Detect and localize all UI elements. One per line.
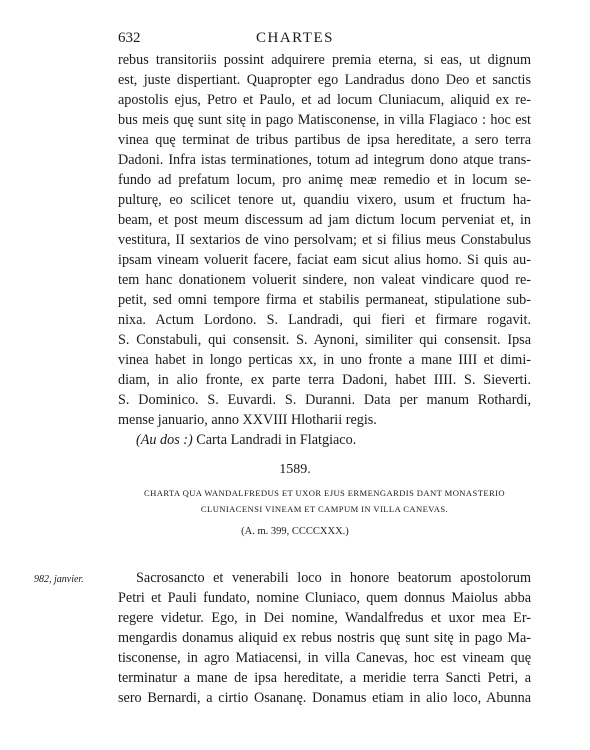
text-line: S. Constabuli, qui consensit. S. Aynoni, similiter qui consensit. Ipsa bbox=[118, 332, 531, 348]
text-line: ipsam vineam voluerit facere, faciat eam sicut alius homo. Si quis au- bbox=[118, 252, 531, 268]
text-line: apostolis ejus, Petro et Paulo, et ad locum Cluniacum, aliquid ex re- bbox=[118, 92, 531, 108]
margin-date-note: 982, janvier. bbox=[34, 574, 84, 585]
charter-title-line: CHARTA QUA WANDALFREDUS ET UXOR EJUS ERMENGARDIS DANT MONASTERIO bbox=[143, 488, 505, 498]
endorsement-text: Carta Landradi in Flatgiaco. bbox=[196, 432, 357, 448]
text-line: S. Dominico. S. Euvardi. S. Duranni. Data per manum Rothardi, bbox=[118, 392, 531, 408]
running-title: CHARTES bbox=[256, 30, 334, 46]
text-line: rebus transitoriis possint adquirere premia eterna, si eas, ut dignum bbox=[118, 52, 531, 68]
text-line: sero Bernardi, a cirtio Osananę. Donamus etiam in alio loco, Abunna bbox=[118, 690, 531, 706]
text-line: fundo ad prefatum locum, pro animę meæ remedio et in locum se- bbox=[118, 172, 531, 188]
endorsement-label: (Au dos :) bbox=[136, 432, 193, 448]
text-line: Sacrosancto et venerabili loco in honore beatorum apostolorum bbox=[136, 570, 531, 586]
charter-number: 1589. bbox=[279, 462, 311, 477]
text-line: nixa. Actum Lordono. S. Landradi, qui fieri et firmare rogavit. bbox=[118, 312, 531, 328]
page-number: 632 bbox=[118, 30, 141, 46]
text-line: Dadoni. Infra istas terminationes, totum ad integrum dono atque trans- bbox=[118, 152, 531, 168]
endorsement bbox=[136, 432, 531, 449]
text-line: terminatur a mane de ipsa hereditate, a meridie terra Sancti Petri, a bbox=[118, 670, 531, 686]
text-line: mengardis donamus aliquid ex rebus nostris quę sunt sitę in pago Ma- bbox=[118, 630, 531, 646]
text-line: Petri et Pauli fundato, nomine Cluniaco, quem donnus Maiolus abba bbox=[118, 590, 531, 606]
charter-date: (A. m. 399, CCCCXXX.) bbox=[241, 526, 349, 537]
text-line: mense januario, anno XXVIII Hlotharii regis. bbox=[118, 412, 377, 428]
text-line: beam, et post meum discessum ad jam dictum locum perveniat et, in bbox=[118, 212, 531, 228]
text-line: regere videtur. Ego, in Dei nomine, Wandalfredus et uxor mea Er- bbox=[118, 610, 531, 626]
text-line: vinea habet in longo perticas xx, in uno fronte a mane IIII et dimi- bbox=[118, 352, 531, 368]
text-line: tem hanc donationem voluerit sindere, non valeat vindicare quod re- bbox=[118, 272, 531, 288]
text-line: tisconense, in agro Matiacensi, in villa Canevas, hoc est vineam quę bbox=[118, 650, 531, 666]
text-line: est, juste dispertiant. Quapropter ego Landradus dono Deo et sanctis bbox=[118, 72, 531, 88]
text-line: petit, sed omni tempore firma et stabilis permaneat, stipulatione sub- bbox=[118, 292, 531, 308]
text-line: vinea quę terminat de tribus partibus de ipsa hereditate, a sero terra bbox=[118, 132, 531, 148]
text-line: diam, in alio fronte, ex parte terra Dadoni, habet IIII. S. Sieverti. bbox=[118, 372, 531, 388]
text-line: pulturę, eo scilicet tenore ut, quandiu vixero, usum et fructum ha- bbox=[118, 192, 531, 208]
charter-title-line: CLUNIACENSI VINEAM ET CAMPUM IN VILLA CANEVAS. bbox=[200, 504, 449, 514]
text-line: vestitura, II sextarios de vino persolvam; et si filius meus Constabulus bbox=[118, 232, 531, 248]
text-line: bus meis quę sunt sitę in pago Matisconense, in villa Flagiaco : hoc est bbox=[118, 112, 531, 128]
